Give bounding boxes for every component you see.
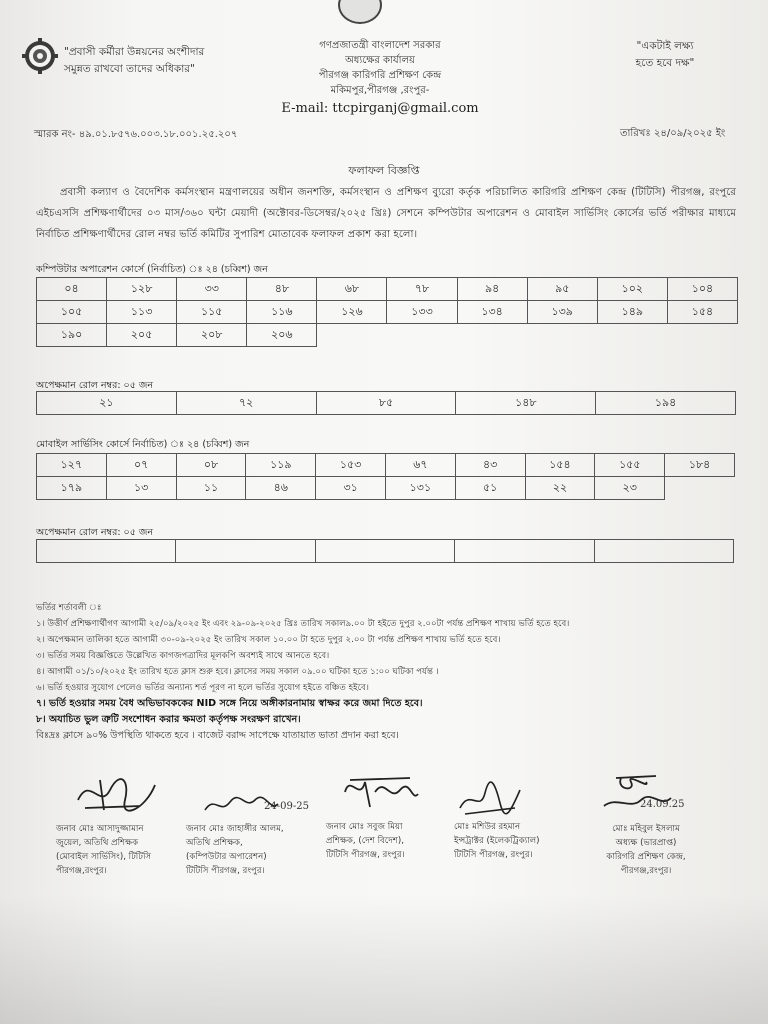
computer_waiting-row — [37, 392, 736, 415]
signature-4 — [454, 820, 539, 862]
computer_course-roll-cell: ০৪ — [37, 278, 107, 301]
terms-note: বিঃদ্রঃ ক্লাসে ৯০% উপস্থিতি থাকতে হবে । বাজেট বরাদ্দ সাপেক্ষে যাতায়াত ভাতা প্রদান করা হবে। — [36, 730, 399, 741]
mobile_waiting-roll-cell — [176, 540, 315, 563]
signature-3-line3: টিটিসি পীরগঞ্জ, রংপুর। — [326, 850, 405, 860]
gear-logo-icon — [22, 38, 58, 74]
computer_course-roll-cell: ১৯০ — [37, 324, 107, 347]
signature-1-line3: (মোবাইল সার্ভিসিং), টিটিসি — [56, 852, 152, 862]
intro-paragraph — [36, 182, 736, 245]
computer_course-roll-cell: ২০৫ — [107, 324, 177, 347]
government-name: গণপ্রজাতন্ত্রী বাংলাদেশ সরকার — [319, 40, 441, 51]
mobile_course-roll-cell: ১২৭ — [37, 454, 107, 477]
mobile_course-roll-cell: ১৩ — [106, 477, 176, 500]
computer_course-roll-cell: ১৩৪ — [457, 301, 527, 324]
signature-1-line2: জুয়েল, অতিথি প্রশিক্ষক — [56, 838, 139, 848]
mobile_course-roll-cell: ৪৬ — [246, 477, 316, 500]
right-motto-line2: হতে হবে দক্ষ" — [635, 57, 695, 69]
computer-waiting-table — [36, 391, 736, 415]
signature-1-name: জনাব মোঃ আসাদুজ্জামান — [56, 824, 144, 834]
left-motto-line1: "প্রবাসী কর্মীরা উন্নয়নের অংশীদার — [64, 46, 205, 58]
computer_course-roll-cell: ১৪৯ — [597, 301, 667, 324]
signature-3-line2: প্রশিক্ষক, (দেশ বিদেশ), — [326, 836, 404, 846]
right-motto — [610, 38, 720, 72]
computer_course-roll-cell: ২০৮ — [177, 324, 247, 347]
signature-3 — [326, 820, 405, 862]
computer-selected-table — [36, 277, 738, 347]
paper-shadow — [0, 894, 768, 1024]
term-item: ৪। আগামী ০১/১০/২০২৫ ইং তারিখ হতে ক্লাস শুরু হবে। ক্লাসের সময় সকাল ০৯.০০ ঘটিকা হতে ১:০০ ঘটিকা পর্যন্ত । — [36, 667, 439, 677]
admission-terms — [36, 600, 736, 744]
left-motto-line2: সমুন্নত রাখবো তাদের অধিকার" — [64, 63, 195, 75]
signature-4-line2: ইন্সট্রাক্টর (ইলেকট্রিক্যাল) — [454, 836, 540, 846]
computer-waiting-title: অপেক্ষমান রোল নম্বর: ০৫ জন — [36, 380, 154, 391]
memo-date: তারিখঃ ২৪/০৯/২০২৫ ইং — [620, 128, 726, 139]
mobile_waiting-roll-cell — [455, 540, 594, 563]
signature-2-name: জনাব মোঃ জাহাঙ্গীর আলম, — [186, 824, 284, 834]
computer_course-roll-cell: ৩৩ — [177, 278, 247, 301]
computer_waiting-roll-cell: ২১ — [37, 392, 177, 415]
computer_course-roll-cell: ২০৬ — [247, 324, 317, 347]
mobile_course-row — [37, 477, 735, 500]
term-item: ৩। ভর্তির সময় বিজ্ঞপ্তিতে উল্লেখিত কাগজপত্রাদির মূলকপি অবশ্যই সাথে আনতে হবে। — [36, 651, 330, 661]
office-header — [260, 38, 500, 116]
signature-5-line2: অধ্যক্ষ (ভারপ্রাপ্ত) — [615, 838, 677, 848]
mobile_waiting-roll-cell — [37, 540, 176, 563]
mobile_course-roll-cell: ৩১ — [316, 477, 386, 500]
computer_course-roll-cell: ৭৮ — [387, 278, 457, 301]
email-address: E-mail: ttcpirganj@gmail.com — [281, 101, 479, 116]
mobile-selected-table — [36, 453, 735, 500]
term-item: ৬। ভর্তি হওয়ার সুযোগ পেলেও ভর্তির অন্যান্য শর্ত পূরণ না হলে ভর্তির সুযোগ হইতে বঞ্চিত হইবে। — [36, 683, 369, 693]
mobile_course-roll-cell: ১৩১ — [385, 477, 455, 500]
right-motto-line1: "একটাই লক্ষ্য — [636, 40, 694, 52]
computer_course-roll-cell: ১১৬ — [247, 301, 317, 324]
computer_course-roll-cell: ১১৩ — [107, 301, 177, 324]
mobile-waiting-table — [36, 539, 734, 563]
computer_course-roll-cell: ৯৫ — [527, 278, 597, 301]
signature-5-line4: পীরগঞ্জ,রংপুর। — [620, 866, 672, 876]
mobile_waiting-row — [37, 540, 734, 563]
term-item: ৭। ভর্তি হওয়ার সময় বৈধ অভিভাবককের NID সঙ্গে নিয়ে অঙ্গীকারনামায় স্বাক্ষর করে জমা দিতে হবে। — [36, 698, 423, 709]
mobile_course-row — [37, 454, 735, 477]
term-item: ৮। অযাচিত ভুল ত্রুটি সংশোধন করার ক্ষমতা কর্তৃপক্ষ সংরক্ষণ রাখেন। — [36, 714, 301, 725]
computer_course-row — [37, 301, 738, 324]
mobile_waiting-roll-cell — [594, 540, 733, 563]
mobile_course-roll-cell: ১৮৪ — [665, 454, 735, 477]
computer_course-roll-cell: ১৩৩ — [387, 301, 457, 324]
signature-3-mark — [340, 772, 420, 818]
signature-1 — [56, 822, 151, 878]
computer_waiting-roll-cell: ৮৫ — [316, 392, 456, 415]
signature-3-name: জনাব মোঃ সবুজ মিয়া — [326, 822, 403, 832]
signature-4-mark — [455, 778, 525, 820]
signature-2-line4: টিটিসি পীরগঞ্জ, রংপুর। — [186, 866, 265, 876]
computer_course-roll-cell: ১৩৯ — [527, 301, 597, 324]
signature-2-date: 24-09-25 — [264, 801, 309, 812]
signature-4-line3: টিটিসি পীরগঞ্জ, রংপুর। — [454, 850, 533, 860]
signature-2-line3: (কম্পিউটার অপারেশন) — [186, 852, 267, 862]
mobile_course-roll-cell: ২২ — [525, 477, 595, 500]
term-item: ২। অপেক্ষমান তালিকা হতে আগামী ৩০-০৯-২০২৫ ইং তারিখ সকাল ১০.০০ টা হতে দুপুর ২.০০ টা পর্যন্ত প্রশিক্ষণ শাখায় ভর্তি হতে হবে। — [36, 635, 501, 645]
signature-5 — [586, 822, 706, 878]
mobile_course-roll-cell: ১৫৫ — [595, 454, 665, 477]
computer_course-roll-cell: ১২৮ — [107, 278, 177, 301]
computer_course-roll-cell: ১২৬ — [317, 301, 387, 324]
terms-list — [36, 616, 736, 728]
computer_waiting-roll-cell: ১৯৪ — [596, 392, 736, 415]
mobile_course-roll-cell: ০৭ — [106, 454, 176, 477]
mobile_course-roll-cell: ০৮ — [176, 454, 246, 477]
computer_course-roll-cell: ১০২ — [597, 278, 667, 301]
computer_course-roll-cell: ১৫৪ — [667, 301, 737, 324]
mobile_waiting-roll-cell — [315, 540, 454, 563]
signature-4-name: মোঃ মশিউর রহমান — [454, 822, 521, 832]
mobile_course-roll-cell: ১৭৯ — [37, 477, 107, 500]
computer-course-title: কম্পিউটার অপারেশন কোর্সে (নির্বাচিত) ঃ ২৪ (চব্বিশ) জন — [36, 264, 268, 275]
signature-1-line4: পীরগঞ্জ,রংপুর। — [56, 866, 107, 876]
mobile_course-roll-cell: ১৫৩ — [316, 454, 386, 477]
signature-5-name: মোঃ মহিবুল ইসলাম — [612, 824, 680, 834]
mobile_course-roll-cell: ৪৩ — [455, 454, 525, 477]
signature-5-date: 24.09.25 — [640, 799, 685, 810]
mobile_course-roll-cell: ৬৭ — [385, 454, 455, 477]
computer_course-row — [37, 324, 738, 347]
computer_course-roll-cell: ১০৪ — [667, 278, 737, 301]
mobile_course-roll-cell: ১১৯ — [246, 454, 316, 477]
institute-address: মকিমপুর,পীরগঞ্জ ,রংপুর- — [330, 85, 430, 96]
notice-title: ফলাফল বিজ্ঞপ্তি — [348, 164, 420, 177]
computer_waiting-roll-cell: ১৪৮ — [456, 392, 596, 415]
computer_course-roll-cell: ৬৮ — [317, 278, 387, 301]
mobile_course-roll-cell: ২৩ — [595, 477, 665, 500]
mobile_course-roll-cell: ৫১ — [455, 477, 525, 500]
computer_waiting-roll-cell: ৭২ — [176, 392, 316, 415]
computer_course-roll-cell: ৯৪ — [457, 278, 527, 301]
signature-2 — [186, 822, 284, 878]
signature-2-line2: অতিথি প্রশিক্ষক, — [186, 838, 243, 848]
mobile_course-roll-cell: ১৫৪ — [525, 454, 595, 477]
mobile-waiting-title: অপেক্ষমান রোল নম্বর: ০৫ জন — [36, 527, 154, 538]
government-seal — [338, 0, 382, 24]
signature-1-mark — [70, 770, 160, 820]
computer_course-roll-cell: ৪৮ — [247, 278, 317, 301]
institute-name: পীরগঞ্জ কারিগরি প্রশিক্ষণ কেন্দ্র — [318, 70, 442, 81]
office-name: অধ্যক্ষের কার্যালয় — [345, 55, 415, 66]
memo-number: স্মারক নং- ৪৯.০১.৮৫৭৬.০০৩.১৮.০০১.২৫.২০৭ — [34, 129, 238, 140]
signature-5-line3: কারিগরি প্রশিক্ষণ কেন্দ্র, — [606, 852, 686, 862]
terms-heading: ভর্তির শর্তাবলী ঃ — [36, 603, 102, 613]
computer_course-roll-cell: ১১৫ — [177, 301, 247, 324]
term-item: ১। উত্তীর্ণ প্রশিক্ষণার্থীগণ আগামী ২৫/০৯/২০২৫ ইং এবং ২৯-০৯-২০২৫ খ্রিঃ তারিখ সকাল৯.০০ টা হইতে দুপুর ২.০০টা পর্যন্ত প্রশিক্ষণ শাখায় ভর্তি হতে হবে। — [36, 619, 570, 629]
computer_course-roll-cell: ১০৫ — [37, 301, 107, 324]
computer_course-row — [37, 278, 738, 301]
mobile-course-title: মোবাইল সার্ভিসিং কোর্সে নির্বাচিত) ঃ ২৪ (চব্বিশ) জন — [36, 439, 250, 450]
intro-text: প্রবাসী কল্যাণ ও বৈদেশিক কর্মসংস্থান মন্ত্রণালয়ের অধীন জনশক্তি, কর্মসংস্থান ও প্রশিক্ষণ ব্যুরো কর্তৃক পরিচালিত কারিগরি প্রশিক্ষণ কেন্দ্র (টিটিসি) পীরগঞ্জ, রংপুরে এইচএসসি প্রশিক্ষণার্থীদের ০৩ মাস/৩৬০ ঘন্টা মেয়াদী (অক্টোবর-ডিসেম্বর/২০২৫ খ্রিঃ) সেশনে কম্পিউটার অপারেশন ও মোবাইল সার্ভিসিং কোর্সের ভর্তি পরীক্ষার মাধ্যমে নির্বাচিত প্রশিক্ষণার্থীদের রোল নম্বর ভর্তি কমিটির সুপারিশ মোতাবেক ফলাফল প্রকাশ করা হলো। — [36, 187, 736, 240]
left-motto — [64, 44, 204, 78]
mobile_course-roll-cell: ১১ — [176, 477, 246, 500]
